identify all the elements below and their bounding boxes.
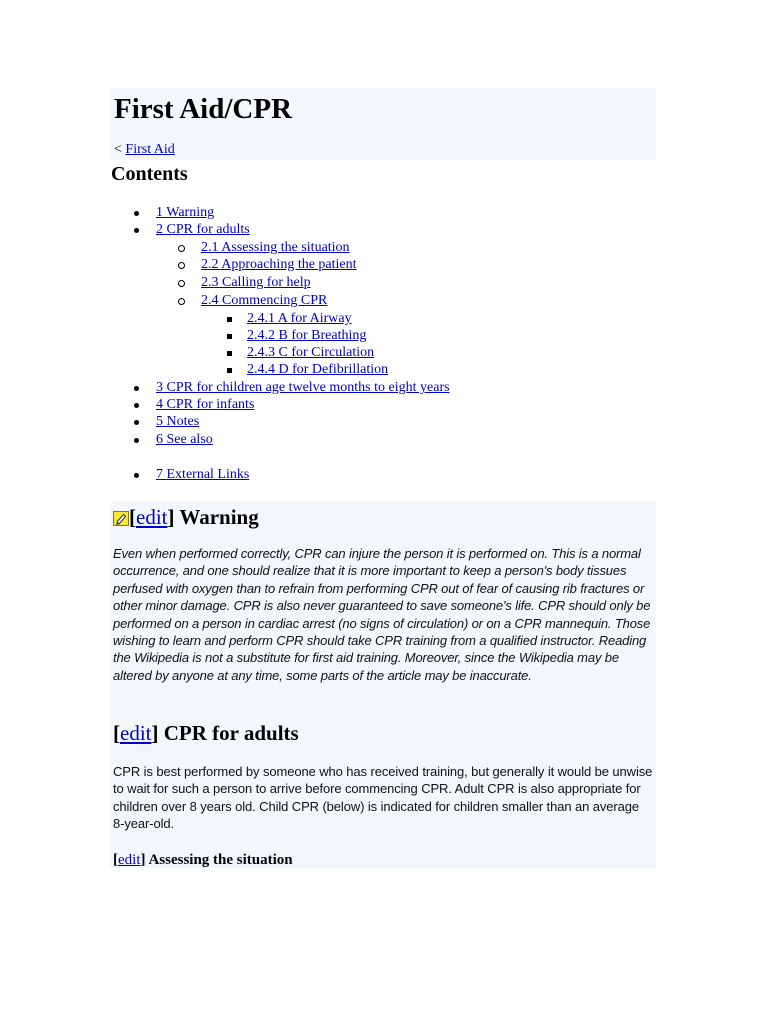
section-title-assessing: Assessing the situation — [148, 852, 293, 868]
cpr-for-adults-text: CPR is best performed by someone who has received training, but generally it would be unwise to wait for such a person to arrive before commencing CPR. Adult CPR is also appropriate for children over 8 years old. Child CPR (below) is indicated for children smaller than an average 8-year-old. — [113, 764, 653, 832]
toc-link-defibrillation[interactable]: 2.4.4 D for Defibrillation — [247, 362, 389, 377]
toc-link-breathing[interactable]: 2.4.2 B for Breathing — [247, 328, 367, 343]
bracket-close: ] — [167, 505, 175, 529]
section-title-warning: Warning — [179, 505, 259, 529]
contents-heading: Contents — [111, 163, 188, 185]
toc-link-infants[interactable]: 4 CPR for infants — [156, 397, 255, 412]
toc-item-2 — [156, 222, 250, 238]
section-heading-warning — [113, 504, 259, 530]
bracket-open: [ — [129, 505, 136, 529]
toc-item-7 — [156, 467, 249, 483]
toc-item-6 — [156, 432, 213, 448]
toc-item-2-3 — [201, 275, 311, 291]
breadcrumb-link-first-aid[interactable]: First Aid — [125, 142, 175, 157]
bracket-close: ] — [140, 852, 146, 868]
breadcrumb-prefix: < — [114, 142, 122, 157]
toc-item-2-4-1 — [247, 311, 352, 327]
toc-link-calling[interactable]: 2.3 Calling for help — [201, 275, 311, 290]
toc-link-cpr-for-adults[interactable]: 2 CPR for adults — [156, 222, 250, 237]
toc-item-2-4-4 — [247, 362, 388, 378]
toc-link-notes[interactable]: 5 Notes — [156, 414, 200, 429]
toc-link-commencing[interactable]: 2.4 Commencing CPR — [201, 293, 328, 308]
toc-link-approaching[interactable]: 2.2 Approaching the patient — [201, 257, 357, 272]
toc-link-see-also[interactable]: 6 See also — [156, 432, 213, 447]
toc-link-assessing[interactable]: 2.1 Assessing the situation — [201, 240, 350, 255]
page-title: First Aid/CPR — [114, 93, 293, 125]
toc-link-airway[interactable]: 2.4.1 A for Airway — [247, 311, 352, 326]
toc-item-2-1 — [201, 240, 350, 256]
edit-pencil-icon — [113, 511, 129, 526]
edit-link-cpr-for-adults[interactable]: edit — [120, 721, 152, 745]
section-title-cpr-for-adults: CPR for adults — [163, 721, 299, 745]
toc-item-4 — [156, 397, 254, 413]
warning-text: Even when performed correctly, CPR can injure the person it is performed on. This is a normal occurrence, and one should realize that it is more important to keep a person's body tissues perfused with oxygen than to refrain from performing CPR out of fear of causing rib fractures or other minor damage. CPR is also never guaranteed to save someone's life. CPR should only be performed on a person in cardiac arrest (no signs of circulation) or on a CPR mannequin. Those wishing to learn and perform CPR should take CPR training from a qualified instructor. Reading the Wikipedia is not a substitute for first aid training. Moreover, since the Wikipedia may be altered by anyone at any time, some parts of the article may be inaccurate. — [113, 546, 651, 683]
section-heading-assessing — [113, 851, 293, 869]
toc-item-2-2 — [201, 257, 357, 273]
section-heading-cpr-for-adults — [113, 720, 299, 746]
toc-item-2-4-2 — [247, 328, 366, 344]
edit-link-warning[interactable]: edit — [136, 505, 168, 529]
bracket-open: [ — [113, 852, 118, 868]
toc-item-5 — [156, 414, 199, 430]
toc-link-warning[interactable]: 1 Warning — [156, 205, 215, 220]
toc-link-external-links[interactable]: 7 External Links — [156, 467, 250, 482]
bracket-open: [ — [113, 721, 120, 745]
toc-item-2-4-3 — [247, 345, 374, 361]
toc-item-2-4 — [201, 293, 327, 309]
toc-link-circulation[interactable]: 2.4.3 C for Circulation — [247, 345, 375, 360]
toc-item-1 — [156, 205, 214, 221]
breadcrumb — [114, 142, 175, 158]
toc-link-children[interactable]: 3 CPR for children age twelve months to eight years — [156, 380, 450, 395]
title-panel — [110, 88, 656, 160]
toc-item-3 — [156, 380, 450, 396]
edit-link-assessing[interactable]: edit — [118, 852, 141, 868]
bracket-close: ] — [151, 721, 159, 745]
